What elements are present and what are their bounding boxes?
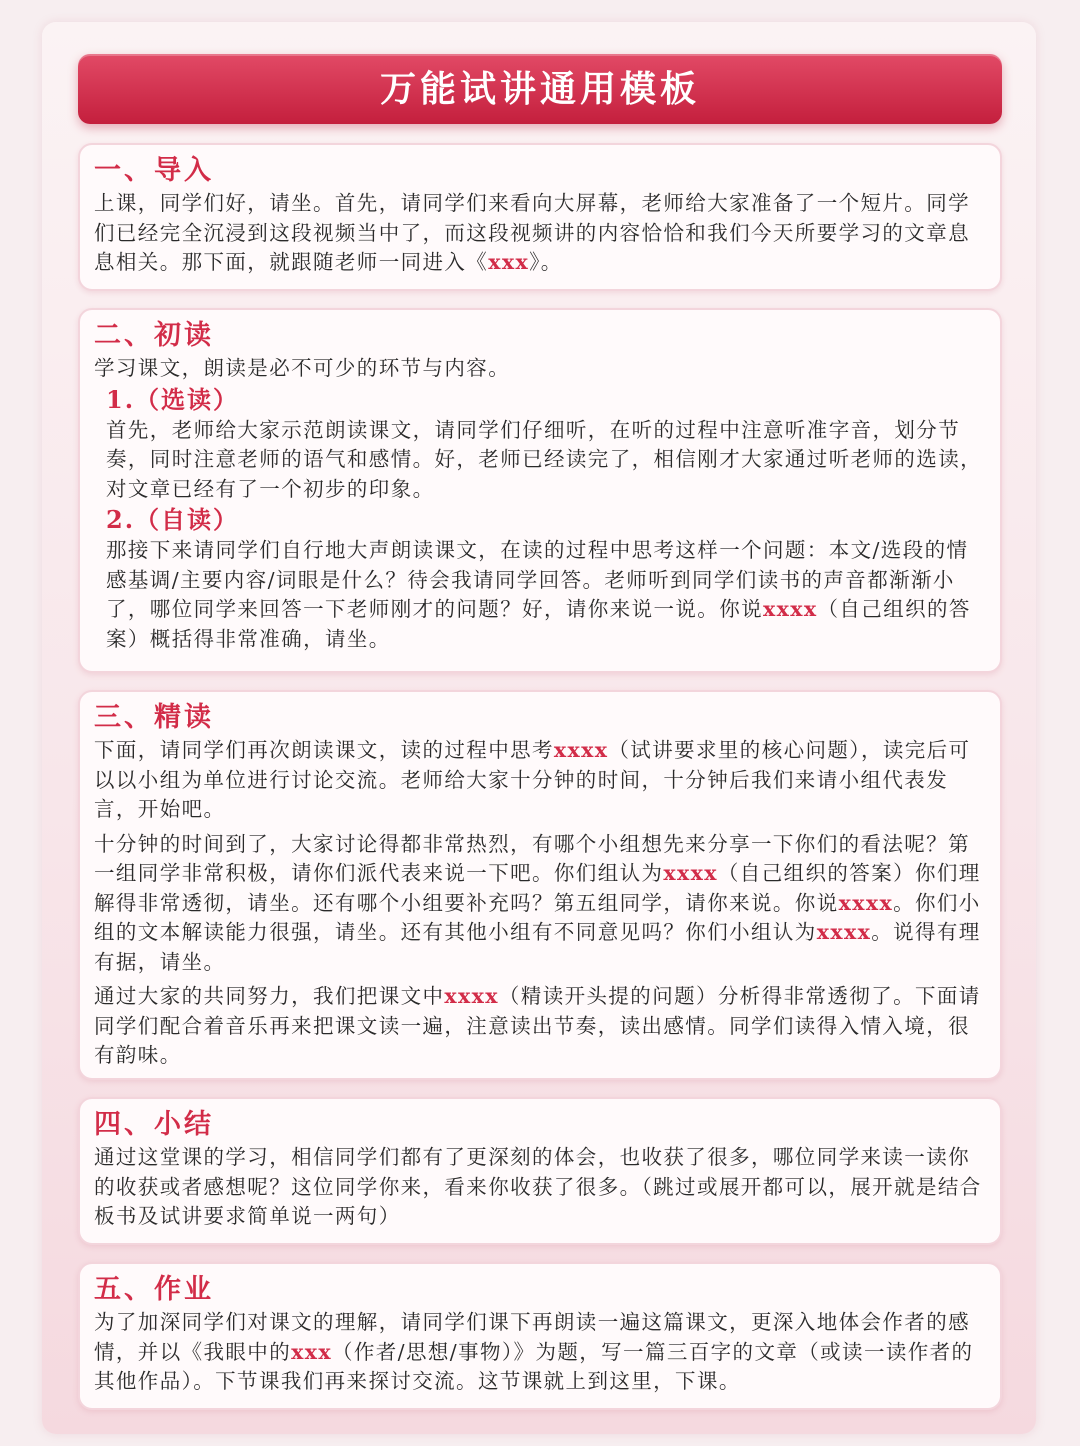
section-summary [78,1097,1002,1245]
text-run: （作者/思想/事物）》为题，写一篇三百字的文章（或读一读作者的其他作品）。下节课我们再来探讨交流。这节课就上到这里，下课。 [94,1339,974,1393]
section-text [94,830,986,978]
section-text: 通过这堂课的学习，相信同学们都有了更深刻的体会，也收获了很多，哪位同学来读一读你的收获或者感想呢？这位同学你来，看来你收获了很多。（跳过或展开都可以，展开就是结合板书及试讲要求简单说一两句） [94,1145,982,1228]
section-text [94,736,986,825]
section-intro-text: 学习课文，朗读是必不可少的环节与内容。 [94,356,511,380]
text-run: 》。 [529,250,563,274]
placeholder-xxx: xxxx [838,890,894,915]
text-run: 。说得有理有据，请坐。 [94,920,981,974]
section-homework [78,1262,1002,1410]
placeholder-xxx: xxx [291,1339,332,1364]
text-run: 通过大家的共同努力，我们把课文中 [94,984,445,1008]
subsection-text [94,536,986,654]
text-run: 为了加深同学们对课文的理解，请同学们课下再朗读一遍这篇课文，更深入地体会作者的感情，并以《我眼中的 [94,1310,970,1364]
text-run: （自己组织的答案）概括得非常准确，请坐。 [106,597,971,651]
section-text [94,1308,986,1397]
section-heading: 五、作业 [94,1274,214,1305]
section-heading: 三、精读 [94,702,214,733]
placeholder-xxx: xxxx [816,920,872,944]
text-run: 十分钟的时间到了，大家讨论得都非常热烈，有哪个小组想先来分享一下你们的看法呢？第一组同学非常积极，请你们派代表来说一下吧。你们组认为 [94,831,970,885]
text-run: （自己组织的答案）你们理解得非常透彻，请坐。还有哪个小组要补充吗？第五组同学，请你来说。你说 [94,861,981,915]
subsection-text: 首先，老师给大家示范朗读课文，请同学们仔细听，在听的过程中注意听准字音，划分节奏，同时注意老师的语气和感情。好，老师已经读完了，相信刚才大家通过听老师的选读，对文章已经有了一个初步的印象。 [106,417,982,501]
section-first-read [78,308,1002,673]
section-text [94,982,986,1071]
text-run: 上课，同学们好，请坐。首先，请同学们来看向大屏幕，老师给大家准备了一个短片。同学们已经完全沉浸到这段视频当中了，而这段视频讲的内容恰恰和我们今天所要学习的文章息息相关。那下面，就跟随老师一同进入《 [94,191,970,274]
text-run: 那接下来请同学们自行地大声朗读课文，在读的过程中思考这样一个问题：本文/选段的情感基调/主要内容/词眼是什么？待会我请同学回答。老师听到同学们读书的声音都渐渐小了，哪位同学来回答一下老师刚才的问题？好，请你来说一说。你说 [106,538,969,621]
section-heading: 四、小结 [94,1109,214,1140]
text-run: （精读开头提的问题）分析得非常透彻了。下面请同学们配合着音乐再来把课文读一遍，注意读出节奏，读出感情。同学们读得入情入境，很有韵味。 [94,984,981,1067]
section-heading: 二、初读 [94,320,214,351]
placeholder-xxx: xxxx [553,738,609,762]
placeholder-xxx: xxxx [763,597,818,621]
placeholder-xxx: xxx [488,250,530,274]
section-close-read [78,690,1002,1080]
text-run: （试讲要求里的核心问题），读完后可以以小组为单位进行讨论交流。老师给大家十分钟的时间，十分钟后我们来请小组代表发言，开始吧。 [94,738,971,821]
section-text [94,189,986,278]
text-run: 。你们小组的文本解读能力很强，请坐。还有其他小组有不同意见吗？你们小组认为 [94,890,981,944]
page-title: 万能试讲通用模板 [78,54,1002,124]
placeholder-xxx: xxxx [663,861,718,885]
section-intro [78,143,1002,291]
section-heading: 一、导入 [94,155,214,186]
placeholder-xxx: xxxx [444,984,499,1008]
subsection-heading: 2.（自读） [106,505,240,534]
subsection-heading: 1.（选读） [106,384,240,414]
text-run: 下面，请同学们再次朗读课文，读的过程中思考 [94,738,554,762]
